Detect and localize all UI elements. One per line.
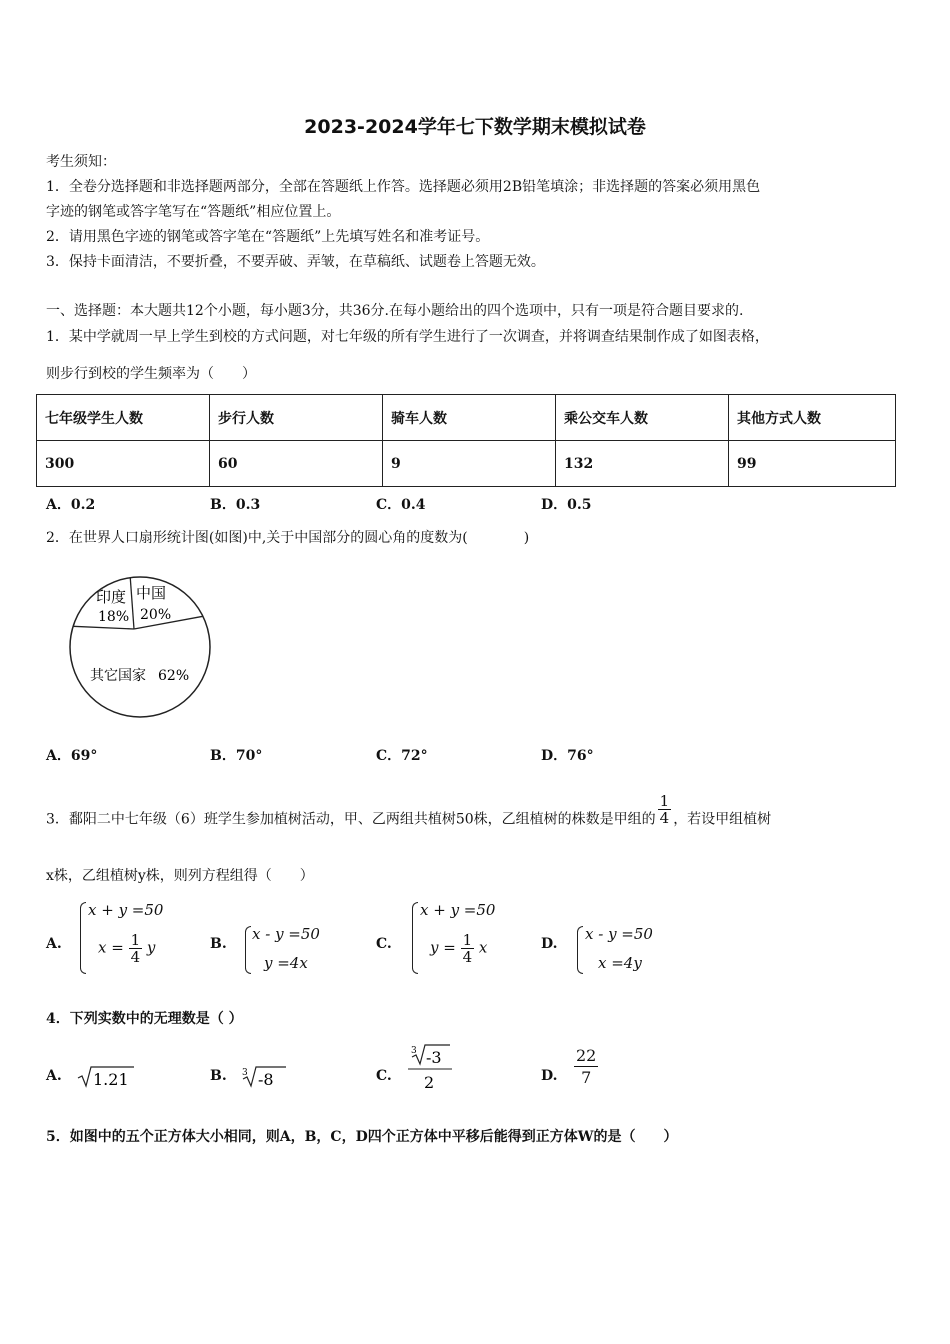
pie-value-other: 62% bbox=[158, 668, 190, 684]
survey-table bbox=[36, 394, 896, 487]
table-header-row bbox=[37, 395, 896, 441]
q4-option-b-label: B. bbox=[210, 1068, 227, 1084]
q3-option-c-eq2-var: x bbox=[478, 938, 488, 957]
q4-option-d-fraction bbox=[574, 1046, 598, 1089]
q4-option-c-radicand: -3 bbox=[426, 1048, 442, 1067]
q4-option-a-label: A. bbox=[46, 1068, 62, 1084]
table-cell: 60 bbox=[210, 441, 383, 487]
table-header-cell: 乘公交车人数 bbox=[556, 395, 729, 441]
pie-divider-india-other bbox=[73, 626, 134, 629]
question-1-text-cont: 则步行到校的学生频率为（ ） bbox=[46, 366, 256, 382]
table-cell: 9 bbox=[383, 441, 556, 487]
q4-option-a-radicand: 1.21 bbox=[93, 1070, 129, 1089]
q3-option-c-fraction bbox=[461, 932, 475, 965]
q3-option-c-eq2 bbox=[430, 932, 487, 965]
q3-option-a-eq2 bbox=[98, 932, 155, 965]
question-4-text: 4．下列实数中的无理数是（ ） bbox=[46, 1011, 243, 1027]
q1-option-b: B．0.3 bbox=[210, 497, 261, 513]
q3-option-a-fraction bbox=[129, 932, 143, 965]
q3-option-c-eq1: x + y =50 bbox=[420, 901, 496, 919]
table-row bbox=[37, 441, 896, 487]
q4-option-c-denominator: 2 bbox=[424, 1073, 435, 1092]
q3-option-b-label: B. bbox=[210, 936, 227, 952]
q1-option-d: D．0.5 bbox=[541, 497, 592, 513]
q3-option-c-frac-den: 4 bbox=[462, 948, 473, 966]
question-3-text bbox=[46, 792, 772, 836]
q3-option-c-brace bbox=[412, 902, 418, 974]
q2-option-c: C．72° bbox=[376, 748, 428, 764]
pie-value-india: 18% bbox=[98, 609, 130, 625]
pie-value-china: 20% bbox=[140, 607, 172, 623]
q2-option-b: B．70° bbox=[210, 748, 263, 764]
q2-option-a: A．69° bbox=[46, 748, 98, 764]
q4-option-d-den: 7 bbox=[581, 1068, 592, 1087]
question-3-text-cont: x株，乙组植树y株，则列方程组得（ ） bbox=[46, 868, 314, 884]
q3-option-b-eq2: y =4x bbox=[264, 954, 308, 972]
q3-option-c-label: C. bbox=[376, 936, 392, 952]
pie-label-other: 其它国家 bbox=[90, 668, 146, 684]
q3-option-c-eq2-lhs: y = bbox=[430, 938, 456, 957]
notice-line: 字迹的钢笔或答字笔写在“答题纸”相应位置上。 bbox=[46, 204, 341, 220]
table-cell: 132 bbox=[556, 441, 729, 487]
notice-line: 3．保持卡面清洁，不要折叠，不要弄破、弄皱，在草稿纸、试题卷上答题无效。 bbox=[46, 254, 545, 270]
q3-option-d-eq1: x - y =50 bbox=[585, 925, 653, 943]
q2-option-d: D．76° bbox=[541, 748, 594, 764]
q4-option-d-frac bbox=[574, 1046, 598, 1089]
q3-option-a-frac-num: 1 bbox=[130, 931, 141, 949]
q3-option-a-eq1: x + y =50 bbox=[88, 901, 164, 919]
pie-label-india: 印度 bbox=[96, 588, 127, 606]
table-cell: 300 bbox=[37, 441, 210, 487]
q4-option-d-num: 22 bbox=[576, 1046, 597, 1065]
table-header-cell: 七年级学生人数 bbox=[37, 395, 210, 441]
table-header-cell: 步行人数 bbox=[210, 395, 383, 441]
question-1-text: 1．某中学就周一早上学生到校的方式问题，对七年级的所有学生进行了一次调查，并将调查结果制作成了如图表格， bbox=[46, 329, 769, 345]
q3-option-a-eq2-var: y bbox=[146, 938, 156, 957]
q4-option-d-label: D. bbox=[541, 1068, 558, 1084]
q3-option-d-label: D. bbox=[541, 936, 558, 952]
q3-option-d-brace bbox=[577, 926, 583, 974]
q3-fraction bbox=[658, 793, 672, 826]
q3-option-c-frac-num: 1 bbox=[462, 931, 473, 949]
section-heading: 一、选择题：本大题共12个小题，每小题3分，共36分.在每小题给出的四个选项中，只有一项是符合题目要求的. bbox=[46, 303, 744, 319]
q3-option-d-eq2: x =4y bbox=[598, 954, 642, 972]
q1-option-c: C．0.4 bbox=[376, 497, 426, 513]
q4-option-b-radicand: -8 bbox=[258, 1070, 274, 1089]
q4-option-b-radical bbox=[240, 1064, 290, 1090]
q3-option-a-frac-den: 4 bbox=[130, 948, 141, 966]
notice-line: 2．请用黑色字迹的钢笔或答字笔在“答题纸”上先填写姓名和准考证号。 bbox=[46, 229, 490, 245]
q4-option-c-fraction bbox=[406, 1042, 456, 1096]
population-pie-chart bbox=[60, 570, 220, 725]
q3-option-b-brace bbox=[245, 926, 251, 974]
question-2-text: 2．在世界人口扇形统计图(如图)中,关于中国部分的圆心角的度数为( ) bbox=[46, 530, 530, 546]
page-title: 2023-2024学年七下数学期末模拟试卷 bbox=[304, 116, 646, 138]
q3-option-a-brace bbox=[80, 902, 86, 974]
q4-option-a-radical bbox=[76, 1064, 136, 1090]
table-header-cell: 其他方式人数 bbox=[729, 395, 896, 441]
q3-text-b: ，若设甲组植树 bbox=[673, 811, 772, 828]
notice-line: 1．全卷分选择题和非选择题两部分，全部在答题纸上作答。选择题必须用2B铅笔填涂；非选择题的答案必须用黑色 bbox=[46, 179, 761, 195]
q4-option-b-index: 3 bbox=[242, 1068, 248, 1078]
q3-option-a-label: A. bbox=[46, 936, 62, 952]
q3-frac-den: 4 bbox=[659, 809, 670, 827]
pie-divider-china-india bbox=[130, 578, 134, 629]
table-header-cell: 骑车人数 bbox=[383, 395, 556, 441]
pie-label-china: 中国 bbox=[136, 584, 167, 602]
q1-option-a: A．0.2 bbox=[46, 497, 96, 513]
q4-option-c-index: 3 bbox=[411, 1046, 417, 1056]
notice-heading: 考生须知： bbox=[46, 154, 116, 170]
q3-option-a-eq2-lhs: x = bbox=[98, 938, 124, 957]
question-5-text: 5．如图中的五个正方体大小相同，则A，B，C，D四个正方体中平移后能得到正方体W的是（ ） bbox=[46, 1129, 678, 1145]
q3-text-a: 3．鄱阳二中七年级（6）班学生参加植树活动，甲、乙两组共植树50株，乙组植树的株数是甲组的 bbox=[46, 811, 656, 828]
q4-option-c-label: C. bbox=[376, 1068, 392, 1084]
table-cell: 99 bbox=[729, 441, 896, 487]
q3-frac-num: 1 bbox=[659, 792, 670, 810]
q3-option-b-eq1: x - y =50 bbox=[252, 925, 320, 943]
